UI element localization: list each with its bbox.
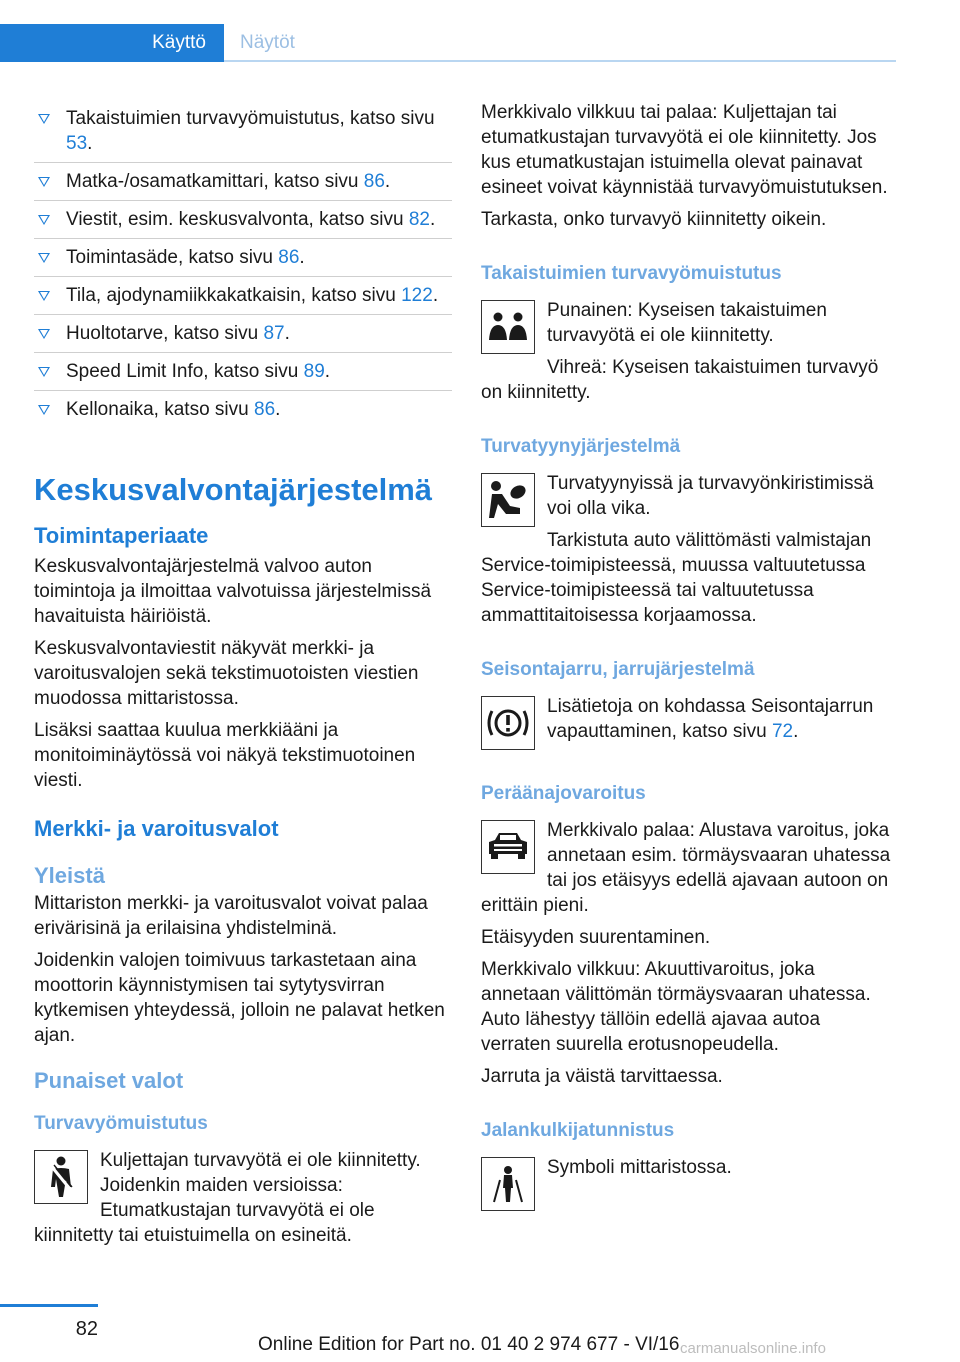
tab-underline bbox=[224, 60, 896, 62]
heading-red-lights: Punaiset valot bbox=[34, 1068, 184, 1093]
triangle-bullet-icon bbox=[38, 405, 50, 415]
pedestrian-icon bbox=[481, 1157, 535, 1211]
collision-warning-block bbox=[481, 818, 895, 1089]
section-title: Keskusvalvontajärjestelmä bbox=[34, 472, 433, 507]
pedestrian-block bbox=[481, 1155, 895, 1213]
page-link[interactable]: 89 bbox=[303, 361, 325, 382]
subsection-title-lights: Merkki- ja varoitusvalot bbox=[34, 816, 279, 841]
paragraph: Lisäksi saattaa kuulua merkkiääni ja monitoiminäytössä voi näkyä tekstimuotoinen viesti. bbox=[34, 720, 416, 791]
page-link[interactable]: 82 bbox=[408, 209, 430, 230]
page-number: 82 bbox=[75, 1318, 98, 1340]
page-link[interactable]: 53 bbox=[66, 133, 88, 154]
list-item: Speed Limit Info, katso sivu 89. bbox=[34, 353, 452, 391]
footer-accent-line bbox=[0, 1304, 98, 1307]
paragraph: Merkkivalo vilkkuu: Akuuttivaroitus, joka annetaan välittömän törmäysvaaran uhatessa. Auto lähestyy tällöin edellä ajavaa autoa verraten suurella erotusnopeudella. bbox=[481, 959, 871, 1055]
triangle-bullet-icon bbox=[38, 114, 50, 124]
airbag-block bbox=[481, 471, 895, 628]
paragraph: Punainen: Kyseisen takaistuimen turvavyötä ei ole kiinnitetty. bbox=[547, 300, 827, 346]
heading-rear-belt-reminder: Takaistuimien turvavyömuistutus bbox=[481, 263, 782, 284]
rear-belt-block bbox=[481, 298, 895, 405]
paragraph: Etäisyyden suurentaminen. bbox=[481, 927, 711, 948]
page-link[interactable]: 86 bbox=[363, 171, 385, 192]
right-column bbox=[481, 100, 895, 1215]
paragraph: Keskusvalvontajärjestelmä valvoo auton toimintoja ja ilmoittaa valvotuissa järjestelmissä havaituista häiriöistä. bbox=[34, 556, 432, 627]
paragraph: Merkkivalo vilkkuu tai palaa: Kuljettajan tai etumatkustajan turvavyötä ei ole kiinnitetty. Jos kus etumatkustajan istuimella olevat painavat esineet voivat käynnistää turvavyömuistutuksen. bbox=[481, 102, 888, 198]
car-front-icon bbox=[481, 820, 535, 874]
page-link[interactable]: 86 bbox=[278, 247, 300, 268]
tab-kaytto[interactable]: Käyttö bbox=[0, 24, 224, 62]
edition-text: Online Edition for Part no. 01 40 2 974 677 - VI/16 bbox=[258, 1334, 680, 1355]
page-link[interactable]: 86 bbox=[254, 399, 276, 420]
paragraph: Mittariston merkki- ja varoitusvalot voivat palaa erivärisinä ja erilaisina yhdistelminä. bbox=[34, 893, 428, 939]
list-item: Kellonaika, katso sivu 86. bbox=[34, 391, 452, 428]
page-link[interactable]: 122 bbox=[401, 285, 433, 306]
paragraph: Tarkasta, onko turvavyö kiinnitetty oikein. bbox=[481, 209, 827, 230]
heading-belt-reminder: Turvavyömuistutus bbox=[34, 1113, 208, 1134]
parking-brake-block bbox=[481, 694, 895, 752]
rear-seats-icon bbox=[481, 300, 535, 354]
seatbelt-icon bbox=[34, 1150, 88, 1204]
paragraph: Jarruta ja väistä tarvittaessa. bbox=[481, 1066, 723, 1087]
list-item: Takaistuimien turvavyömuistutus, katso sivu 53. bbox=[34, 100, 452, 163]
left-column bbox=[34, 100, 452, 1255]
heading-general: Yleistä bbox=[34, 863, 105, 888]
list-item: Huoltotarve, katso sivu 87. bbox=[34, 315, 452, 353]
heading-pedestrian-detection: Jalankulkijatunnistus bbox=[481, 1120, 675, 1141]
list-item: Toimintasäde, katso sivu 86. bbox=[34, 239, 452, 277]
triangle-bullet-icon bbox=[38, 291, 50, 301]
triangle-bullet-icon bbox=[38, 253, 50, 263]
belt-reminder-block bbox=[34, 1148, 452, 1248]
triangle-bullet-icon bbox=[38, 329, 50, 339]
paragraph: Kuljettajan turvavyötä ei ole kiinnitetty. Joidenkin maiden versioissa: Etumatkustajan turvavyötä ei ole kiinnitetty tai etuistuimella on esineitä. bbox=[34, 1150, 421, 1246]
list-item: Viestit, esim. keskusvalvonta, katso sivu 82. bbox=[34, 201, 452, 239]
heading-parking-brake: Seisontajarru, jarrujärjestelmä bbox=[481, 659, 755, 680]
page-link[interactable]: 87 bbox=[263, 323, 285, 344]
heading-collision-warning: Peräänajovaroitus bbox=[481, 783, 646, 804]
paragraph: Tarkistuta auto välittömästi valmistajan Service-toimipisteessä, muussa valtuutetussa Service-toimipisteessä tai valtuutetussa ammattitaitoisessa korjaamossa. bbox=[481, 530, 872, 626]
paragraph: Symboli mittaristossa. bbox=[547, 1157, 732, 1178]
list-item: Matka-/osamatkamittari, katso sivu 86. bbox=[34, 163, 452, 201]
paragraph: Lisätietoja on kohdassa Seisontajarrun vapauttaminen, katso sivu 72. bbox=[547, 696, 874, 742]
airbag-icon bbox=[481, 473, 535, 527]
triangle-bullet-icon bbox=[38, 215, 50, 225]
triangle-bullet-icon bbox=[38, 177, 50, 187]
list-item: Tila, ajodynamiikkakatkaisin, katso sivu 122. bbox=[34, 277, 452, 315]
paragraph: Merkkivalo palaa: Alustava varoitus, joka annetaan esim. törmäysvaaran uhatessa tai jos etäisyys edellä ajavaan autoon on erittäin pieni. bbox=[481, 820, 891, 916]
subsection-title-principle: Toimintaperiaate bbox=[34, 523, 209, 548]
brake-warning-icon bbox=[481, 696, 535, 750]
tab-bar bbox=[0, 0, 960, 64]
watermark: carmanualsonline.info bbox=[680, 1340, 826, 1357]
paragraph: Turvatyynyissä ja turvavyönkiristimissä voi olla vika. bbox=[547, 473, 874, 519]
paragraph: Joidenkin valojen toimivuus tarkastetaan aina moottorin käynnistymisen tai sytytysvirran kytkemisen yhteydessä, jolloin ne palavat hetken ajan. bbox=[34, 950, 445, 1046]
bullet-list bbox=[34, 100, 452, 428]
paragraph: Vihreä: Kyseisen takaistuimen turvavyö on kiinnitetty. bbox=[481, 357, 879, 403]
triangle-bullet-icon bbox=[38, 367, 50, 377]
page-link[interactable]: 72 bbox=[771, 721, 794, 742]
paragraph: Keskusvalvontaviestit näkyvät merkki- ja varoitusvalojen sekä tekstimuotoisten viestien muodossa mittaristossa. bbox=[34, 638, 419, 709]
tab-naytot[interactable]: Näytöt bbox=[240, 32, 295, 53]
heading-airbag: Turvatyynyjärjestelmä bbox=[481, 436, 681, 457]
